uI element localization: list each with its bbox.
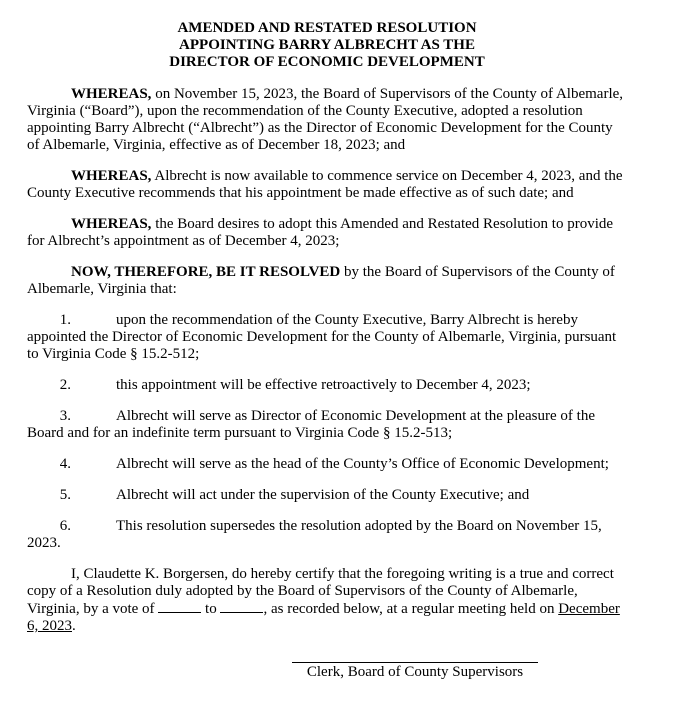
whereas-paragraph-1	[27, 86, 627, 154]
title-line-1: AMENDED AND RESTATED RESOLUTION	[177, 20, 477, 36]
document-title	[27, 20, 627, 71]
certification-end: .	[72, 618, 76, 634]
vote-against-blank[interactable]	[220, 600, 263, 613]
item-text: Albrecht will act under the supervision of the County Executive; and	[116, 487, 530, 503]
whereas-keyword: WHEREAS,	[71, 216, 152, 232]
resolved-text: by the Board of Supervisors of the County of Albemarle, Virginia that:	[27, 264, 615, 297]
resolution-item	[27, 312, 627, 363]
item-text: This resolution supersedes the resolution adopted by the Board on November 15, 2023.	[27, 518, 602, 551]
vote-for-blank[interactable]	[158, 600, 201, 613]
signature-line[interactable]	[292, 662, 538, 663]
item-number: 1.	[59, 312, 71, 328]
whereas-text: Albrecht is now available to commence service on December 4, 2023, and the County Executive recommends that his appointment be made effective as of such date; and	[27, 168, 623, 201]
whereas-paragraph-3	[27, 216, 627, 250]
item-number: 6.	[59, 518, 71, 534]
item-number: 4.	[59, 456, 71, 472]
item-number: 2.	[59, 377, 71, 393]
item-text: upon the recommendation of the County Executive, Barry Albrecht is hereby appointed the Director of Economic Development for the County of Albemarle, Virginia, pursuant to Virginia Code § 15.2-512;	[27, 312, 617, 362]
item-number: 5.	[59, 487, 71, 503]
resolution-item	[27, 456, 627, 473]
certification-to: to	[201, 601, 221, 617]
resolved-paragraph	[27, 264, 627, 298]
item-text: this appointment will be effective retroactively to December 4, 2023;	[116, 377, 531, 393]
whereas-keyword: WHEREAS,	[71, 168, 152, 184]
resolution-item	[27, 487, 627, 504]
certification-text: I, Claudette K. Borgersen, do hereby certify that the foregoing writing is a true and correct copy of a Resolution duly adopted by the Board of Supervisors of the County of Albemarle, Virginia, by a vote of	[27, 566, 614, 617]
signature-label: Clerk, Board of County Supervisors	[306, 664, 524, 680]
meeting-date: December 6, 2023	[27, 601, 620, 634]
whereas-text: on November 15, 2023, the Board of Supervisors of the County of Albemarle, Virginia (“Board”), upon the recommendation of the County Executive, adopted a resolution appointing Barry Albrecht (“Albrecht”) as the Director of Economic Development for the County of Albemarle, Virginia, effective as of December 18, 2023; and	[27, 86, 624, 153]
whereas-text: the Board desires to adopt this Amended and Restated Resolution to provide for Albrecht’s appointment as of December 4, 2023;	[27, 216, 614, 249]
whereas-keyword: WHEREAS,	[71, 86, 152, 102]
resolution-item	[27, 408, 627, 442]
title-line-3: DIRECTOR OF ECONOMIC DEVELOPMENT	[169, 54, 485, 70]
item-text: Albrecht will serve as Director of Economic Development at the pleasure of the Board and for an indefinite term pursuant to Virginia Code § 15.2-513;	[27, 408, 595, 441]
item-text: Albrecht will serve as the head of the County’s Office of Economic Development;	[116, 456, 609, 472]
resolved-keyword: NOW, THEREFORE, BE IT RESOLVED	[71, 264, 341, 280]
whereas-paragraph-2	[27, 168, 627, 202]
resolution-item	[27, 377, 627, 394]
certification-text-2: , as recorded below, at a regular meeting held on	[263, 601, 559, 617]
title-line-2: APPOINTING BARRY ALBRECHT AS THE	[179, 37, 475, 53]
item-number: 3.	[59, 408, 71, 424]
certification-paragraph	[27, 566, 627, 635]
resolution-item	[27, 518, 627, 552]
resolution-document	[27, 20, 627, 649]
